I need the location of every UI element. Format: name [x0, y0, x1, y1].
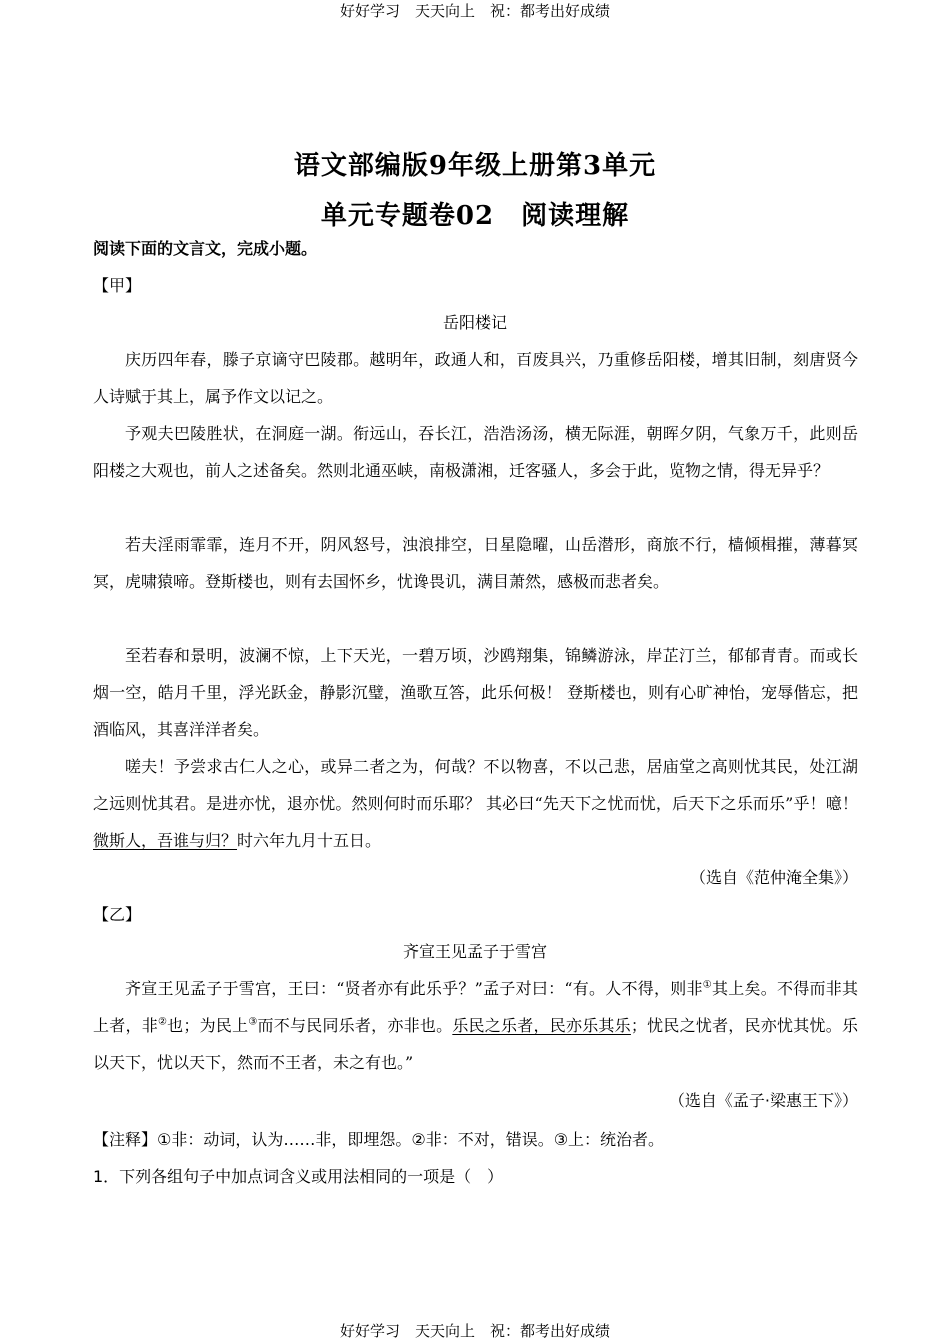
part-b-text-1: 齐宣王见孟子于雪宫，王曰：“贤者亦有此乐乎？”孟子对曰：“有。人不得，则非 [125, 979, 703, 998]
note-marker-2: ② [157, 1016, 168, 1028]
question-1: 1．下列各组句子中加点词含义或用法相同的一项是（ ） [93, 1167, 504, 1186]
note-marker-3: ③ [248, 1016, 258, 1028]
page-header: 好好学习 天天向上 祝：都考出好成绩 [339, 2, 610, 20]
document-subtitle: 单元专题卷02 阅读理解 [320, 201, 630, 231]
part-b-text-4: 而不与民同乐者，亦非也。 [257, 1016, 453, 1035]
underlined-sentence-a: 微斯人，吾谁与归？ [93, 831, 238, 850]
part-a-label: 【甲】 [93, 276, 142, 295]
document-title: 语文部编版9年级上册第3单元 [293, 151, 657, 181]
part-a-p5-text-after: 时六年九月十五日。 [237, 831, 382, 850]
part-b-label: 【乙】 [93, 905, 142, 924]
part-a-p5-text-before: 嗟夫！予尝求古仁人之心，或异二者之为，何哉？不以物喜，不以己悲，居庙堂之高则忧其民，处江湖之远则忧其君。是进亦忧，退亦忧。然则何时而乐耶？ 其必曰“先天下之忧而忧，后天下之乐而乐”乎！噫！ [93, 757, 858, 813]
page-footer: 好好学习 天天向上 祝：都考出好成绩 [339, 1322, 610, 1340]
part-a-paragraph-2: 予观夫巴陵胜状，在洞庭一湖。衔远山，吞长江，浩浩汤汤，横无际涯，朝晖夕阴，气象万千，此则岳阳楼之大观也，前人之述备矣。然则北通巫峡，南极潇湘，迁客骚人，多会于此，览物之情，得无异乎？ [93, 424, 858, 480]
part-a-paragraph-1: 庆历四年春，滕子京谪守巴陵郡。越明年，政通人和，百废具兴，乃重修岳阳楼，增其旧制，刻唐贤今人诗赋于其上，属予作文以记之。 [93, 350, 858, 406]
part-b-source: （选自《孟子·梁惠王下》） [668, 1091, 858, 1110]
underlined-sentence-b: 乐民之乐者，民亦乐其乐 [452, 1016, 631, 1035]
part-a-title: 岳阳楼记 [442, 313, 507, 332]
part-b-text-5: ；忧民之忧者，民亦忧其忧。乐以天下，忧以天下，然而不王者，未之有也。” [93, 1016, 858, 1072]
part-a-paragraph-3: 若夫淫雨霏霏，连月不开，阴风怒号，浊浪排空，日星隐曜，山岳潜形，商旅不行，樯倾楫摧，薄暮冥冥，虎啸猿啼。登斯楼也，则有去国怀乡，忧谗畏讥，满目萧然，感极而悲者矣。 [93, 535, 858, 591]
reading-instruction: 阅读下面的文言文，完成小题。 [93, 239, 318, 258]
part-a-source: （选自《范仲淹全集》） [689, 868, 858, 887]
annotation-notes: 【注释】①非：动词，认为……非，即埋怨。②非：不对，错误。③上：统治者。 [93, 1130, 665, 1149]
part-b-paragraph [93, 970, 858, 1081]
part-b-text-2: 其上矣。不得而非其上者，非 [93, 979, 858, 1035]
part-b-text-3: 也；为民上 [167, 1016, 249, 1035]
part-b-title: 齐宣王见孟子于雪宫 [402, 942, 547, 961]
note-marker-1: ① [702, 979, 712, 991]
part-a-paragraph-5 [93, 748, 858, 859]
part-a-paragraph-4: 至若春和景明，波澜不惊，上下天光，一碧万顷，沙鸥翔集，锦鳞游泳，岸芷汀兰，郁郁青青。而或长烟一空，皓月千里，浮光跃金，静影沉璧，渔歌互答，此乐何极！ 登斯楼也，则有心旷神怡，宠辱偕忘，把酒临风，其喜洋洋者矣。 [93, 646, 858, 739]
